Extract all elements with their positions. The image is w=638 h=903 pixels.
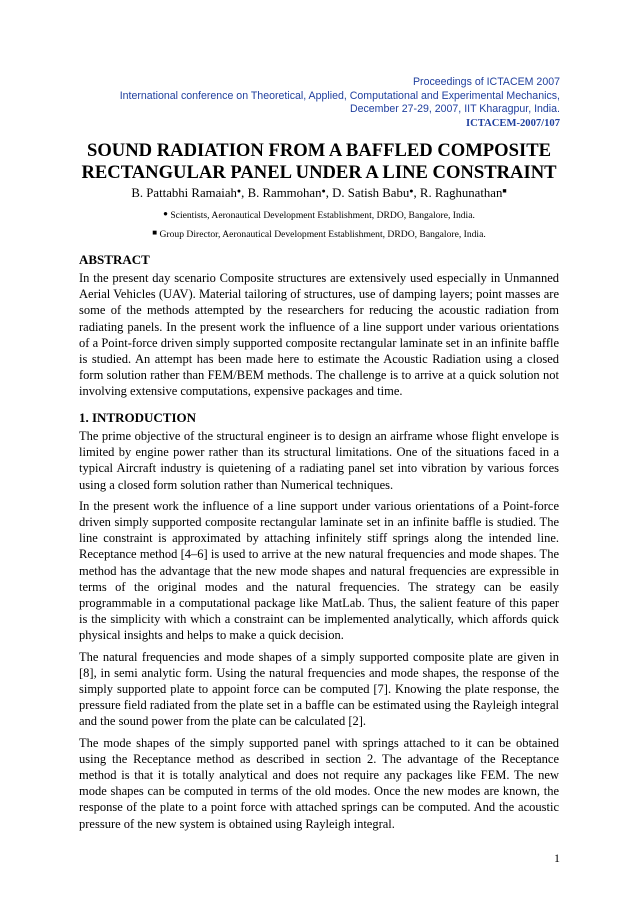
paragraph: In the present work the influence of a line support under various orientations of a Point-force driven simply supported composite rectangular laminate set in an infinite baffle is studied. The line constraint is approximated by attaching infinitely stiff springs along the intended line. Receptance method [4–6] is used to arrive at the new natural frequencies and mode shapes. The method has the advantage that the new mode shapes and natural frequencies are expressible in terms of the original modes and the natural frequencies. The strategy can be easily programmable in a computational package like MatLab. Thus, the salient feature of this paper is the simplicity with which a constraint can be implemented analytically, which affords quick physical insights and helps to make a quick decision. (79, 498, 559, 643)
proceedings-title: Proceedings of ICTACEM 2007 (412, 76, 560, 88)
author: R. Raghunathan■ (419, 186, 507, 200)
conference-date-place: December 27-29, 2007, IIT Kharagpur, India. (349, 103, 560, 116)
affiliation (60, 227, 578, 241)
paper-title (60, 140, 578, 183)
author-mark: ● (409, 187, 414, 195)
abstract-text: In the present day scenario Composite structures are extensively used especially in Unmanned Aerial Vehicles (UAV). Material tailoring of structures, use of damping layers; point masses are some of the methods attempted by the researchers for reducing the acoustic radiation from radiating panels. In the present work the influence of a line support under various orientations of a Point-force driven simply supported composite rectangular laminate set in an infinite baffle is studied. An attempt has been made here to estimate the Acoustic Radiation using a closed form solution rather than FEM/BEM methods. The challenge is to arrive at a quick solution not involving extensive computations, expensive packages and time. (79, 271, 559, 399)
conference-name: International conference on Theoretical, Applied, Computational and Experimental Mechanics, (119, 89, 560, 102)
author-mark: ● (236, 187, 242, 195)
abstract-section (79, 252, 559, 405)
author-list (60, 183, 578, 201)
affiliation-text: Group Director, Aeronautical Development Establishment, DRDO, Bangalore, India. (159, 229, 486, 240)
author: B. Pattabhi Ramaiah●, (131, 186, 248, 200)
author: B. Rammohan●, (247, 186, 333, 200)
affiliation (60, 208, 578, 222)
author-mark: ■ (502, 187, 507, 195)
introduction-heading: 1. INTRODUCTION (79, 410, 197, 425)
paragraph: The mode shapes of the simply supported panel with springs attached to it can be obtained using the Receptance method as described in section 2. The advantage of the Receptance method is that it is totally analytical and does not require any packages like FEM. The new mode shapes can be computed in terms of the old modes. Once the new modes are known, the response of the plate to a point force with attached springs can be computed. And the acoustic pressure of the new system is obtained using Rayleigh integral. (79, 735, 559, 831)
page-number: 1 (554, 851, 560, 865)
paragraph: The prime objective of the structural engineer is to design an airframe whose flight envelope is limited by engine power rather than its structural limitations. One of the situations faced in a typical Aircraft industry is quietening of a radiating panel set into vibration by various forces using a closed form solution rather than Numerical techniques. (79, 429, 559, 492)
paper-code: ICTACEM-2007/107 (466, 117, 560, 129)
paragraph: The natural frequencies and mode shapes of a simply supported composite plate are given in [8], in semi analytic form. Using the natural frequencies and mode shapes, the response of the simply supported plate to appoint force can be computed [7]. Knowing the plate response, the pressure field radiated from the plate set in a baffle can be estimated using the Rayleigh integral and the sound power from the plate can be calculated [2]. (79, 649, 559, 729)
abstract-heading: ABSTRACT (79, 252, 150, 267)
author-mark: ● (321, 187, 326, 195)
affiliation-text: Scientists, Aeronautical Development Establishment, DRDO, Bangalore, India. (170, 210, 475, 221)
title-line-1: SOUND RADIATION FROM A BAFFLED COMPOSITE (86, 140, 552, 161)
affiliation-mark: ● (163, 209, 168, 218)
author: D. Satish Babu●, (332, 186, 420, 200)
title-line-2: RECTANGULAR PANEL UNDER A LINE CONSTRAINT (81, 161, 557, 183)
affiliation-mark: ■ (152, 228, 158, 237)
introduction-section (79, 410, 559, 837)
proceedings-header (80, 76, 560, 130)
